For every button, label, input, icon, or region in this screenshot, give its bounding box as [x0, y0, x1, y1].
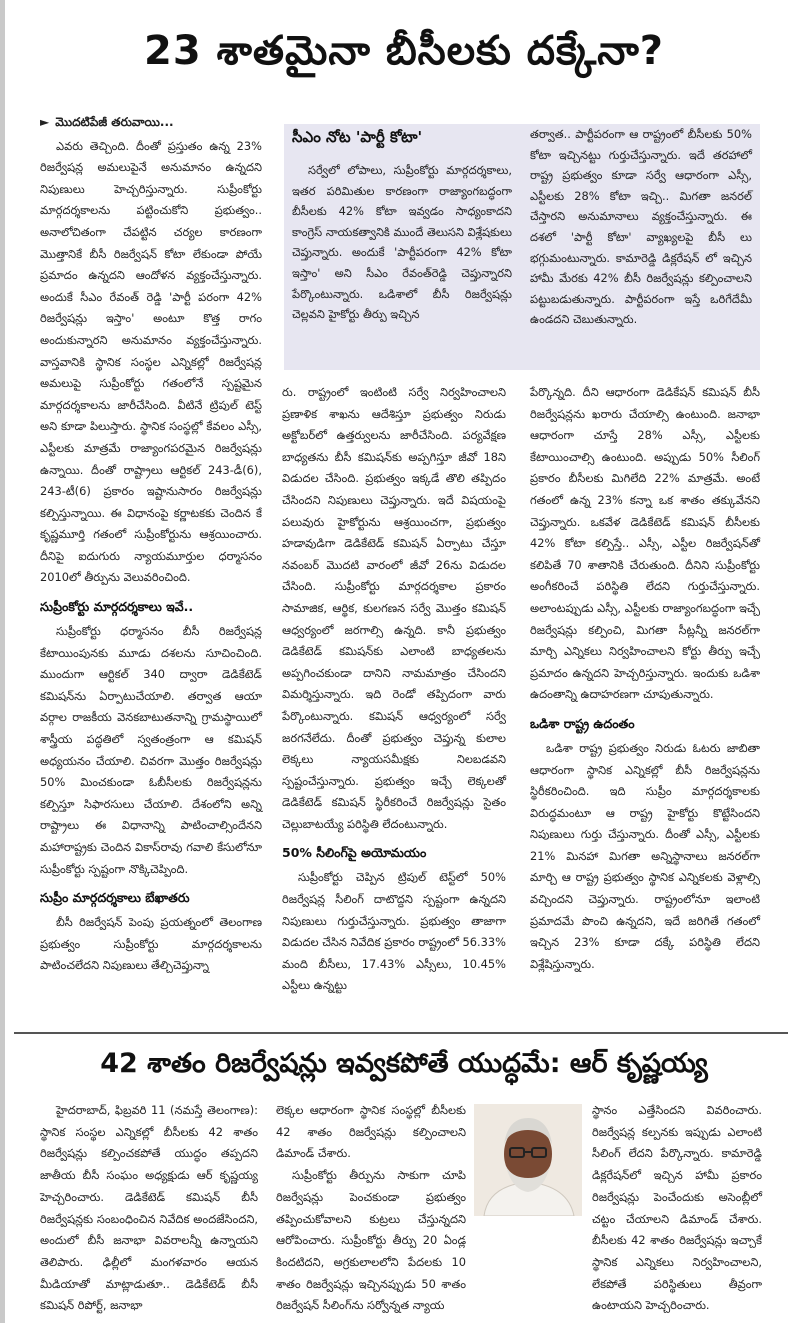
- sidebar-box-paragraph-left: సర్వేలో లోపాలు, సుప్రీంకోర్టు మార్గదర్శకాలు, ఇతర పరిమితుల కారణంగా రాజ్యాంగబద్ధంగా బీసీలకు 42% కోటా ఇవ్వడం సాధ్యంకాదని కాంగ్రెస్ నాయకత్వానికి ముందే తెలుసని విశ్లేషకులు చెప్తున్నారు. అందుకే 'పార్టీపరంగా 42% కోటా ఇస్తాం' అని సీఎం రేవంత్‌రెడ్డి చెప్తున్నారని పేర్కొంటున్నారు. ఒడిశాలో బీసీ రిజర్వేషన్లు చెల్లవని హైకోర్టు తీర్పు ఇచ్చిన: [292, 163, 512, 322]
- sidebar-box-text-left: [292, 160, 512, 325]
- col1-paragraph-2: సుప్రీంకోర్టు ధర్మాసనం బీసీ రిజర్వేషన్ల కేటాయింపునకు మూడు దశలను సూచించింది. ముందుగా ఆర్టికల్ 340 ద్వారా డెడికేటెడ్ కమిషన్‌ను ఏర్పాటుచేయాలి. తర్వాత ఆయా వర్గాల రాజకీయ వెనకబాటుతనాన్ని గ్రామస్థాయిలో శాస్త్రీయ పద్ధతిలో స్వతంత్రంగా ఆ కమిషన్ అధ్యయనం చేయాలి. చివరగా మొత్తం రిజర్వేషన్లు 50% మించకుండా ఓబీసీలకు రిజర్వేషన్లను కల్పిస్తూ సిఫారసులు చేయాలి. దేశంలోని అన్ని రాష్ట్రాలు ఈ విధానాన్ని పాటించాల్సిందేనని మహారాష్ట్రకు చెందిన వికాస్‌రావు గవాలి కేసులోనూ సుప్రీంకోర్టు స్పష్టంగా నొక్కిచెప్పింది.: [40, 624, 262, 876]
- portrait-illustration: [474, 1104, 582, 1216]
- story2-paragraph-2a: లెక్కల ఆధారంగా స్థానిక సంస్థల్లో బీసీలకు 42 శాతం రిజర్వేషన్లు కల్పించాలని డిమాండ్ చేశారు.: [276, 1103, 466, 1161]
- sidebar-box-paragraph-right: తర్వాత.. పార్టీపరంగా ఆ రాష్ట్రంలో బీసీలకు 50% కోటా ఇచ్చినట్టు గుర్తుచేస్తున్నారు. ఇదే తరహాలో రాష్ట్ర ప్రభుత్వం కూడా సర్వే ఆధారంగా ఎస్సీ, ఎస్టీలకు 28% కోటా ఇచ్చి.. మిగతా జనరల్ చేస్తారని అనుమానాలు వ్యక్తంచేస్తున్నారు. ఈ దశలో 'పార్టీ కోటా' వ్యాఖ్యలపై బీసీ లు భగ్గుమంటున్నారు. కామారెడ్డి డిక్లరేషన్ లో ఇచ్చిన హామీ మేరకు 42% బీసీ రిజర్వేషన్లు కల్పించాలని పట్టుబడుతున్నారు. పార్టీపరంగా ఇస్తే ఒరిగేదేమీ ఉండదని చెబుతున్నారు.: [530, 127, 752, 327]
- sidebar-box-text-right: [530, 124, 752, 330]
- story2-paragraph-2b: సుప్రీంకోర్టు తీర్పును సాకుగా చూపి రిజర్వేషన్లు పెంచకుండా ప్రభుత్వం తప్పించుకోవాలని కుట్రలు చేస్తున్నదని ఆరోపించారు. సుప్రీంకోర్టు తీర్పు 20 ఏండ్ల కిందటిదని, అగ్రకులాలలోని పేదలకు 10 శాతం రిజర్వేషన్లు ఇచ్చినప్పుడు 50 శాతం రిజర్వేషన్ సీలింగ్‌ను సర్వోన్నత న్యాయ: [276, 1168, 466, 1313]
- person-photo: [474, 1104, 582, 1216]
- continuation-text: మొదటిపేజీ తరువాయి...: [55, 115, 174, 129]
- story2-column-2: [276, 1100, 466, 1317]
- article-column-3: [530, 382, 760, 975]
- story2-paragraph-3: స్థానం ఎత్తేసిందని వివరించారు. రిజర్వేషన్ల కల్పనకు ఇప్పుడు ఎలాంటి సీలింగ్ లేదని పేర్కొన్నారు. కామారెడ్డి డిక్లరేషన్‌లో ఇచ్చిన హామీ ప్రకారం రిజర్వేషన్లు పెంచేందుకు అసెంబ్లీలో చట్టం చేయాలని డిమాండ్ చేశారు. బీసీలకు 42 శాతం రిజర్వేషన్లు ఇచ్చాకే స్థానిక ఎన్నికలు నిర్వహించాలని, లేకపోతే పరిస్థితులు తీవ్రంగా ఉంటాయని హెచ్చరించారు.: [592, 1103, 762, 1313]
- col2-paragraph-2: సుప్రీంకోర్టు చెప్పిన ట్రిపుల్ టెస్ట్‌లో 50% రిజర్వేషన్ల సీలింగ్ దాటొద్దని స్పష్టంగా ఉన్నదని నిపుణులు గుర్తుచేస్తున్నారు. ప్రభుత్వం తాజాగా విడుదల చేసిన నివేదిక ప్రకారం రాష్ట్రంలో 56.33% మంది బీసీలు, 17.43% ఎస్సీలు, 10.45% ఎస్టీలు ఉన్నట్టు: [282, 870, 506, 993]
- second-headline: 42 శాతం రిజర్వేషన్లు ఇవ్వకపోతే యుద్ధమే: ఆర్ కృష్ణయ్య: [100, 1048, 708, 1079]
- col1-paragraph-3: బీసీ రిజర్వేషన్ పెంపు ప్రయత్నంలో తెలంగాణ ప్రభుత్వం సుప్రీంకోర్టు మార్గదర్శకాలను పాటించలేదని నిపుణులు తేల్చిచెప్తున్నా: [40, 915, 262, 973]
- story-divider: [14, 1032, 788, 1034]
- main-headline: 23 శాతమైనా బీసీలకు దక్కేనా?: [144, 28, 664, 74]
- col2-paragraph-1: రు. రాష్ట్రంలో ఇంటింటి సర్వే నిర్వహించాలని ప్రణాళిక శాఖను ఆదేశిస్తూ ప్రభుత్వం నిరుడు అక్టోబర్‌లో ఉత్తర్వులను జారీచేసింది. పర్యవేక్షణ బాధ్యతను బీసీ కమిషన్‌కు అప్పగిస్తూ జీవో 18ని విడుదల చేసింది. ప్రభుత్వం ఇక్కడే తొలి తప్పిదం చేసిందని నిపుణులు చెప్తున్నారు. ఇదే విషయంపై పలువురు హైకోర్టును ఆశ్రయించగా, ప్రభుత్వం హడావుడిగా డెడికేటెడ్ కమిషన్ ఏర్పాటు చేస్తూ నవంబర్ మొదటి వారంలో జీవో 26ను విడుదల చేసింది. సుప్రీంకోర్టు మార్గదర్శకాల ప్రకారం సామాజిక, ఆర్థిక, కులగణన సర్వే మొత్తం కమిషన్ ఆధ్వర్యంలో జరగాల్సి ఉన్నది. కానీ ప్రభుత్వం డెడికేటెడ్ కమిషన్‌కు ఎలాంటి బాధ్యతలను అప్పగించకుండా దానిని నామమాత్రం చేసిందని విమర్శిస్తున్నారు. ఇది రెండో తప్పిదంగా వారు పేర్కొంటున్నారు. కమిషన్ ఆధ్వర్యంలో సర్వే జరగనేలేదు. దీంతో ప్రభుత్వం చెప్తున్న కులాల లెక్కలు న్యాయసమీక్షకు నిలబడవని స్పష్టంచేస్తున్నారు. ప్రభుత్వం ఇచ్చే లెక్కలతో డెడికేటెడ్ కమిషన్ స్థిరీకరించే రిజర్వేషన్లు సైతం చెల్లుబాటయ్యే పరిస్థితి లేదంటున్నారు.: [282, 385, 506, 831]
- page-edge-rule: [0, 0, 5, 1323]
- sidebar-box-title: సీఎం నోట 'పార్టీ కోటా': [292, 128, 423, 146]
- article-column-1: [40, 112, 262, 977]
- article-column-2: [282, 382, 506, 997]
- triangle-bullet-icon: ►: [40, 115, 50, 129]
- subheading-ignored: సుప్రీం మార్గదర్శకాలు బేఖాతరు: [40, 890, 190, 906]
- col1-paragraph-1: ఎవరు తెచ్చింది. దీంతో ప్రస్తుతం ఉన్న 23% రిజర్వేషన్ల అమలుపైనే అనుమానం ఉన్నదని నిపుణులు హెచ్చరిస్తున్నారు. సుప్రీంకోర్టు మార్గదర్శకాలను పట్టించుకోని ప్రభుత్వం.. అనాలోచితంగా చేపట్టిన చర్యల కారణంగా మొత్తానికే బీసీ రిజర్వేషన్ కోటా లేకుండా పోయే ప్రమాదం ఉన్నదని ఆందోళన వ్యక్తంచేస్తున్నారు. అందుకే సీఎం రేవంత్ రెడ్డి 'పార్టీ పరంగా 42% రిజర్వేషన్లు ఇస్తాం' అంటూ కొత్త రాగం అందుకున్నారని అనుమానం వ్యక్తంచేస్తున్నారు. వాస్తవానికి స్థానిక సంస్థల ఎన్నికల్లో రిజర్వేషన్ల అమలుపై సుప్రీంకోర్టు గతంలోనే స్పష్టమైన మార్గదర్శకాలను జారీచేసింది. వీటినే ట్రిపుల్ టెస్ట్ అని కూడా పిలుస్తారు. స్థానిక సంస్థల్లో కేవలం ఎస్సీ, ఎస్టీలకు మాత్రమే రాజ్యాంగపరమైన రిజర్వేషన్లు ఉన్నాయి. దీంతో రాష్ట్రాలు ఆర్టికల్ 243-డీ(6), 243-టీ(6) ప్రకారం ఇష్టానుసారం రిజర్వేషన్లు కల్పిస్తున్నాయి. ఈ విధానంపై కర్ణాటకకు చెందిన కే కృష్ణమూర్తి గతంలో సుప్రీంకోర్టును ఆశ్రయించారు. దీనిపై ఐదుగురు న్యాయమూర్తుల ధర్మాసనం 2010లో తీర్పును వెలువరించింది.: [40, 138, 262, 585]
- col3-paragraph-1: పేర్కొన్నది. దీని ఆధారంగా డెడికేషన్ కమిషన్ బీసీ రిజర్వేషన్లను ఖరారు చేయాల్సి ఉంటుంది. జనాభా ఆధారంగా చూస్తే 28% ఎస్సీ, ఎస్టీలకు కేటాయించాల్సి ఉంటుంది. అప్పుడు 50% సీలింగ్ ప్రకారం బీసీలకు మిగిలేది 22% మాత్రమే. అంటే గతంలో ఉన్న 23% కన్నా ఒక శాతం తక్కువేనని చెప్తున్నారు. ఒకవేళ డెడికేటెడ్ కమిషన్ బీసీలకు 42% కోటా కల్పిస్తే.. ఎస్సీ, ఎస్టీల రిజర్వేషన్‌తో కలిపితే 70 శాతానికి చేరుతుంది. దీనిని సుప్రీంకోర్టు అంగీకరించే పరిస్థితి లేదని గుర్తుచేస్తున్నారు. అలాంటప్పుడు ఎస్సీ, ఎస్టీలకు రాజ్యాంగబద్ధంగా ఇచ్చే రిజర్వేషన్లు కల్పించి, మిగతా సీట్లన్నీ జనరల్‌గా మార్చి ఎన్నికలు నిర్వహించాలని కోర్టు తీర్పు ఇచ్చే ప్రమాదం ఉన్నదని హెచ్చరిస్తున్నారు. ఇందుకు ఒడిశా ఉదంతాన్ని ఉదాహరణగా చూపుతున్నారు.: [530, 385, 760, 702]
- subheading-guidelines: సుప్రీంకోర్టు మార్గదర్శకాలు ఇవే..: [40, 599, 194, 615]
- continuation-label: [40, 112, 262, 134]
- subheading-ceiling: 50% సీలింగ్‌పై అయోమయం: [282, 845, 427, 861]
- subheading-odisha: ఒడిశా రాష్ట్ర ఉదంతం: [530, 715, 635, 731]
- story2-column-3: [592, 1100, 762, 1317]
- col3-paragraph-2: ఒడిశా రాష్ట్ర ప్రభుత్వం నిరుడు ఓటరు జాబితా ఆధారంగా స్థానిక ఎన్నికల్లో బీసీ రిజర్వేషన్లను స్థిరీకరించింది. ఇది సుప్రీం మార్గదర్శకాలకు విరుద్ధమంటూ ఆ రాష్ట్ర హైకోర్టు కొట్టేసిందని నిపుణులు గుర్తు చేస్తున్నారు. దీంతో ఎస్సీ, ఎస్టీలకు 21% మినహా మిగతా అన్నిస్థానాలు జనరల్‌గా మార్చి ఆ రాష్ట్ర ప్రభుత్వం స్థానిక ఎన్నికలకు వెళ్లాల్సి వచ్చిందని చెప్తున్నారు. రాష్ట్రంలోనూ ఇలాంటి ప్రమాదమే పొంచి ఉన్నదని, ఇదే జరిగితే గతంలో ఇచ్చిన 23% కూడా దక్కే పరిస్థితి లేదని విశ్లేషిస్తున్నారు.: [530, 740, 760, 971]
- story2-paragraph-1: హైదరాబాద్, ఫిబ్రవరి 11 (నమస్తే తెలంగాణ): స్థానిక సంస్థల ఎన్నికల్లో బీసీలకు 42 శాతం రిజర్వేషన్లు కల్పించకపోతే యుద్ధం తప్పదని జాతీయ బీసీ సంఘం అధ్యక్షుడు ఆర్ కృష్ణయ్య హెచ్చరించారు. డెడికేటెడ్ కమిషన్ బీసీ రిజర్వేషన్లకు సంబంధించిన నివేదిక అందజేసిందని, అందులో బీసీ జనాభా వివరాలన్నీ ఉన్నాయని తెలిపారు. ఢిల్లీలో మంగళవారం ఆయన మీడియాతో మాట్లాడుతూ.. డెడికేటెడ్ బీసీ కమిషన్ రిపోర్ట్, జనాభా: [40, 1103, 258, 1313]
- story2-column-1: [40, 1100, 258, 1317]
